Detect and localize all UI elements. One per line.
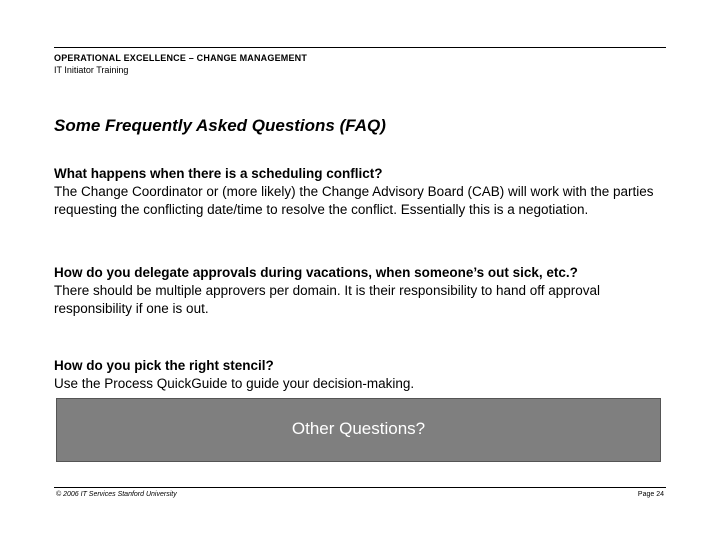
faq-answer: There should be multiple approvers per domain. It is their responsibility to hand off approval responsibility if one is out.	[54, 283, 601, 316]
faq-item	[54, 264, 666, 318]
page-title: Some Frequently Asked Questions (FAQ)	[54, 116, 386, 135]
faq-question: How do you pick the right stencil?	[54, 358, 274, 373]
other-questions-banner	[56, 398, 661, 462]
faq-question: What happens when there is a scheduling conflict?	[54, 166, 383, 181]
faq-answer: The Change Coordinator or (more likely) the Change Advisory Board (CAB) will work with the parties requesting the conflicting date/time to resolve the conflict. Essentially this is a negotiation.	[54, 184, 654, 217]
faq-answer: Use the Process QuickGuide to guide your decision-making.	[54, 376, 415, 391]
footer-page-number: Page 24	[637, 491, 664, 498]
faq-item	[54, 357, 666, 393]
other-questions-label: Other Questions?	[291, 419, 426, 438]
footer-copyright: © 2006 IT Services Stanford University	[56, 491, 177, 498]
header-subtitle: IT Initiator Training	[54, 65, 129, 75]
header-title: OPERATIONAL EXCELLENCE – CHANGE MANAGEMENT	[54, 53, 308, 63]
faq-question: How do you delegate approvals during vacations, when someone’s out sick, etc.?	[54, 265, 578, 280]
footer-divider	[54, 487, 666, 488]
faq-item	[54, 165, 666, 219]
header-divider	[54, 47, 666, 48]
